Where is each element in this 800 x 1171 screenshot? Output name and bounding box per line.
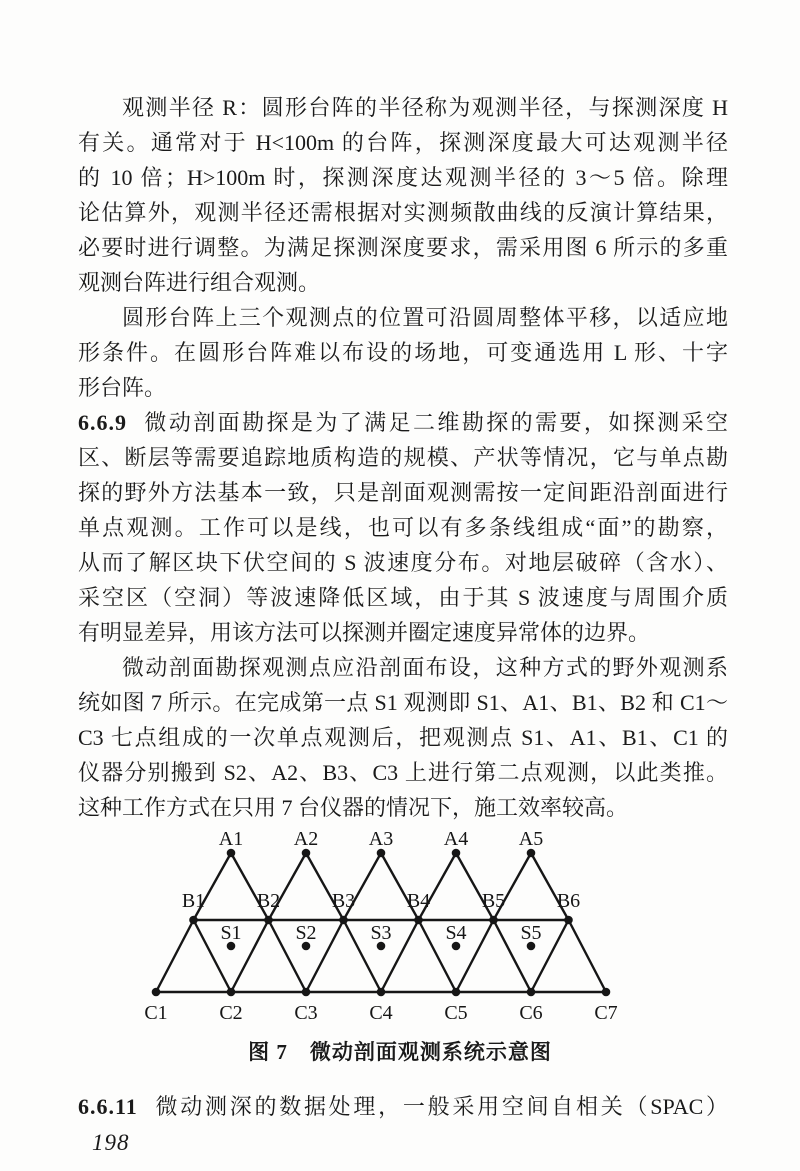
section-number: 6.6.11 xyxy=(78,1094,138,1119)
node-label: A2 xyxy=(293,828,319,850)
text-line: C3 七点组成的一次单点观测后，把观测点 S1、A1、B1、C1 的 xyxy=(78,725,728,750)
text-line: 有关。通常对于 H<100m 的台阵，探测深度最大可达观测半径 xyxy=(78,130,728,155)
text-line: 有明显差异，用该方法可以探测并圈定速度异常体的边界。 xyxy=(78,620,651,645)
body-text xyxy=(78,90,728,825)
node-label: C3 xyxy=(294,1002,318,1024)
node-label: C1 xyxy=(144,1002,168,1024)
text-line: 区、断层等需要追踪地质构造的规模、产状等情况，它与单点勘 xyxy=(78,445,728,470)
node-label: S4 xyxy=(445,922,467,944)
node-label: B6 xyxy=(556,890,581,912)
node-dot xyxy=(377,988,386,997)
node-label: C4 xyxy=(369,1002,393,1024)
node-dot xyxy=(339,916,348,925)
node-label: B4 xyxy=(406,890,431,912)
text-line: 圆形台阵上三个观测点的位置可沿圆周整体平移，以适应地 xyxy=(122,305,728,330)
node-label: C6 xyxy=(519,1002,543,1024)
node-dot xyxy=(189,916,198,925)
node-dot xyxy=(489,916,498,925)
node-label: S1 xyxy=(220,922,242,944)
edge-line xyxy=(156,920,194,992)
text-line: 采空区（空洞）等波速降低区域，由于其 S 波速度与周围介质 xyxy=(78,585,728,610)
node-label: C2 xyxy=(219,1002,243,1024)
node-dot xyxy=(452,988,461,997)
node-dot xyxy=(414,916,423,925)
text-line: 探的野外方法基本一致，只是剖面观测需按一定间距沿剖面进行 xyxy=(78,480,728,505)
node-label: S3 xyxy=(370,922,392,944)
edge-line xyxy=(569,920,607,992)
node-dot xyxy=(152,988,161,997)
node-label: B3 xyxy=(331,890,356,912)
node-label: A5 xyxy=(518,828,544,850)
section-number: 6.6.9 xyxy=(78,410,127,435)
node-label: S5 xyxy=(520,922,542,944)
text-line: 从而了解区块下伏空间的 S 波速度分布。对地层破碎（含水）、 xyxy=(78,550,728,575)
node-label: A1 xyxy=(218,828,244,850)
section-text: 微动测深的数据处理，一般采用空间自相关（SPAC） xyxy=(152,1094,728,1119)
node-label: B1 xyxy=(181,890,206,912)
figure-7-diagram xyxy=(118,824,642,1024)
node-label: B2 xyxy=(256,890,281,912)
text-line xyxy=(78,405,728,440)
text-line: 论估算外，观测半径还需根据对实测频散曲线的反演计算结果， xyxy=(78,200,728,225)
figure-caption: 图 7 微动剖面观测系统示意图 xyxy=(248,1040,552,1064)
text-line: 这种工作方式在只用 7 台仪器的情况下，施工效率较高。 xyxy=(78,795,629,820)
node-dot xyxy=(302,988,311,997)
node-label: A3 xyxy=(368,828,394,850)
node-label: A4 xyxy=(443,828,469,850)
node-label: B5 xyxy=(481,890,506,912)
text-line: 形台阵。 xyxy=(78,375,167,400)
node-dot xyxy=(264,916,273,925)
node-dot xyxy=(527,988,536,997)
text-line: 统如图 7 所示。在完成第一点 S1 观测即 S1、A1、B1、B2 和 C1～ xyxy=(78,690,728,715)
text-line: 观测半径 R：圆形台阵的半径称为观测半径，与探测深度 H xyxy=(122,95,728,120)
text-line: 单点观测。工作可以是线，也可以有多条线组成“面”的勘察， xyxy=(78,515,728,540)
node-dot xyxy=(602,988,611,997)
text-line: 的 10 倍；H>100m 时，探测深度达观测半径的 3～5 倍。除理 xyxy=(78,165,728,190)
node-dot xyxy=(564,916,573,925)
section-6-6-11 xyxy=(78,1089,728,1124)
page-number: 198 xyxy=(92,1130,130,1155)
node-label: C7 xyxy=(594,1002,618,1024)
node-dot xyxy=(227,988,236,997)
node-label: S2 xyxy=(295,922,317,944)
text-line: 微动剖面勘探观测点应沿剖面布设，这种方式的野外观测系 xyxy=(122,655,728,680)
text-line: 观测台阵进行组合观测。 xyxy=(78,270,321,295)
section-text: 微动剖面勘探是为了满足二维勘探的需要，如探测采空 xyxy=(142,410,728,435)
text-line: 必要时进行调整。为满足探测深度要求，需采用图 6 所示的多重 xyxy=(78,235,728,260)
node-label: C5 xyxy=(444,1002,468,1024)
text-line: 形条件。在圆形台阵难以布设的场地，可变通选用 L 形、十字 xyxy=(78,340,728,365)
text-line: 仪器分别搬到 S2、A2、B3、C3 上进行第二点观测，以此类推。 xyxy=(78,760,728,785)
